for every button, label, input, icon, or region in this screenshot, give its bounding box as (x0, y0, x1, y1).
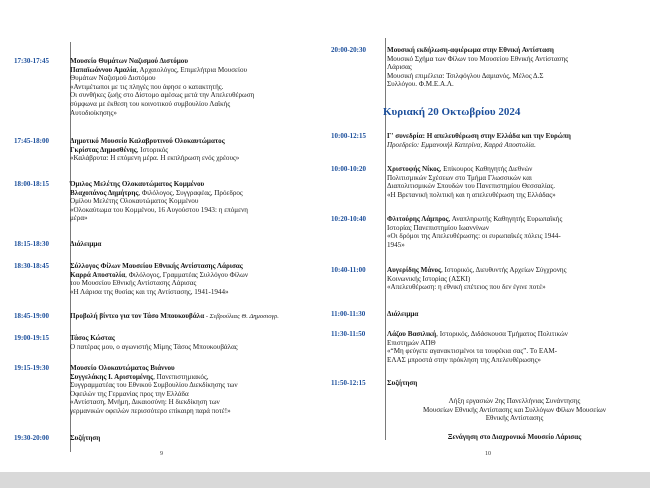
session-details (387, 310, 642, 319)
session-time: 10:40-11:00 (331, 266, 366, 274)
session-details (387, 215, 642, 249)
speaker-role: , Ιστορικός (136, 145, 169, 154)
session-details (70, 137, 318, 163)
speaker-name: Γκρίστας Δημοσθένης (70, 145, 137, 154)
session-details (70, 434, 318, 443)
speaker-role: , Ιστορικός, Διευθυντής Αρχείων Σύγχρονης (441, 266, 567, 274)
session-time: 19:15-19:30 (14, 364, 49, 372)
speaker-role-cont: Θυμάτων Ναζισμού Διστόμου (70, 74, 156, 83)
talk-title: «“Μη φεύγετε αγανακτισμένοι τα τουφέκια σας”. Το ΕΑΜ- (387, 347, 558, 356)
day-heading: Κυριακή 20 Οκτωβρίου 2024 (383, 106, 521, 118)
tour-label: Ξενάγηση στο Διαχρονικό Μουσείο Λάρισας (447, 433, 582, 441)
speaker-role: , Ιστορικός, Διδάσκουσα Τμήματος Πολιτικών (436, 330, 568, 338)
session-title: Γ' συνεδρία: Η απελευθέρωση στην Ελλάδα και την Ευρώπη (387, 132, 571, 140)
session-details (70, 240, 318, 249)
closing-line: Μουσείων Εθνικής Αντίστασης και Συλλόγων Φίλων Μουσείων (422, 405, 607, 414)
session-details (387, 132, 642, 149)
session-time: 18:30-18:45 (14, 262, 49, 270)
video-credit: - Σεβρούλιας Θ. Δημοσιογρ. (204, 313, 279, 320)
talk-title: «Οι δρόμοι της Απελευθέρωσης: οι ευρωπαϊκές πόλεις 1944- (387, 232, 561, 241)
speaker-name: Τάσος Κώστας (70, 334, 115, 342)
closing-line: Εθνικής Αντίστασης (485, 414, 544, 423)
session-details (387, 266, 642, 292)
timeline-divider (385, 38, 386, 440)
museum-name: Δημοτικό Μουσείο Καλαβρυτινού Ολοκαυτώματος (70, 137, 225, 145)
session-time: 11:30-11:50 (331, 330, 366, 338)
talk-title: Ο πατέρας μου, ο αγωνιστής Μίμης Τάσος Μπουκουβάλας (70, 342, 238, 351)
speaker-role-cont: Κοινωνικής Ιστορίας (ΑΣΚΙ) (387, 274, 471, 283)
session-details (70, 180, 318, 223)
page-number: 10 (485, 451, 491, 457)
speaker-role: , Πανεπιστημιακός, (153, 372, 209, 381)
speaker-name: Συγγελάκης Ι. Αριστομένης (70, 372, 154, 381)
speaker-name: Καρρά Αποστολία (70, 270, 126, 279)
curator: Μουσική επιμέλεια: Τσιλφόγλου Δαμιανός, Μέλος Δ.Σ (387, 71, 544, 80)
talk-title: Οι συνθήκες ζωής στο Δίστομο αμέσως μετά την Απελευθέρωση (70, 91, 255, 100)
speaker-role-cont: Πολιτισμικών Σχέσεων στο Τμήμα Γλωσσικών και (387, 173, 532, 182)
talk-title: μέρα» (70, 214, 88, 223)
speaker-role: , Φιλόλογος, Γραμματέας Συλλόγου Φίλων (125, 270, 249, 279)
session-details (387, 46, 642, 89)
session-details (70, 364, 318, 416)
session-details (70, 312, 318, 322)
museum-name: Μουσείο Θυμάτων Ναζισμού Διστόμου (70, 57, 189, 65)
speaker-name: Αυγερίδης Μάνος (387, 266, 441, 274)
session-details (70, 57, 318, 117)
session-details (387, 379, 642, 388)
talk-title: «Αντιμέτωποι με τις πληγές που άφησε ο κατακτητής. (70, 82, 224, 91)
session-time: 10:00-12:15 (331, 132, 366, 140)
session-time: 11:00-11:30 (331, 310, 366, 318)
session-time: 19:00-19:15 (14, 334, 49, 342)
video-title: Προβολή βίντεο για τον Τάσο Μπουκουβάλα (70, 312, 205, 320)
session-time: 10:00-10:20 (331, 165, 366, 173)
speaker-name: Φλιτούρης Λάμπρος (387, 215, 449, 223)
talk-title: γερμανικών οφειλών περισσότερο επίκαιρη παρά ποτέ!» (70, 406, 231, 415)
session-details (70, 334, 318, 351)
session-time: 20:00-20:30 (331, 46, 366, 54)
session-time: 10:20-10:40 (331, 215, 366, 223)
speaker-role-cont: Οφειλών της Γερμανίας προς την Ελλάδα (70, 389, 189, 398)
talk-title: «Ολοκαύτωμα του Κομμένου, 16 Αυγούστου 1943: η επόμενη (70, 205, 248, 214)
speaker-name: Λάζου Βασιλική (387, 330, 437, 338)
session-time: 18:15-18:30 (14, 240, 49, 248)
break-label: Διάλειμμα (387, 310, 419, 318)
session-chairs: Προεδρείο: Εμμανουήλ Κατερίνα, Καρρά Αποστολία. (387, 140, 536, 149)
session-details (387, 433, 642, 442)
session-time: 18:00-18:15 (14, 180, 49, 188)
break-label: Διάλειμμα (70, 240, 102, 248)
speaker-role-cont: του Μουσείου Εθνικής Αντίστασης Λάρισας (70, 279, 197, 288)
speaker-role: , Αναπληρωτής Καθηγητής Ευρωπαϊκής (448, 215, 563, 223)
speaker-role-cont: Ιστορίας Πανεπιστημίου Ιωαννίνων (387, 223, 489, 232)
program-page-right (325, 0, 650, 472)
performer: Λάρισας (387, 63, 412, 72)
performer: Μουσικό Σχήμα των Φίλων του Μουσείου Εθνικής Αντίστασης (387, 54, 569, 63)
session-time: 17:45-18:00 (14, 137, 49, 145)
session-time: 11:50-12:15 (331, 379, 366, 387)
talk-title: Αυτοδιοίκησης» (70, 108, 117, 117)
page-number: 9 (160, 451, 163, 457)
talk-title: «Αντίσταση, Μνήμη, Δικαιοσύνη: Η διεκδίκηση των (70, 398, 220, 407)
talk-title: 1945» (387, 240, 405, 249)
session-details (387, 397, 642, 423)
speaker-role-cont: Επιστημών ΑΠΘ (387, 338, 436, 347)
session-details (387, 330, 642, 364)
session-details (387, 165, 642, 199)
session-time: 18:45-19:00 (14, 312, 49, 320)
closing-line: Λήξη εργασιών 2ης Πανελλήνιας Συνάντησης (448, 397, 581, 405)
speaker-name: Βλαχοπάνος Δημήτρης (70, 188, 139, 197)
museum-name: Σύλλογος Φίλων Μουσείου Εθνικής Αντίστασης Λάρισας (70, 262, 243, 270)
talk-title: «Η Βρετανική πολιτική και η απελευθέρωση της Ελλάδας» (387, 190, 556, 199)
speaker-role-cont: Συγγραμματέας του Εθνικού Συμβουλίου Διεκδίκησης των (70, 381, 238, 390)
session-time: 19:30-20:00 (14, 434, 49, 442)
speaker-role: , Φιλόλογος, Συγγραφέας, Πρόεδρος (138, 188, 243, 197)
talk-title: «Η Λάρισα της θυσίας και της Αντίστασης, 1941-1944» (70, 287, 229, 296)
speaker-role-cont: Διαπολιτισμικών Σπουδών του Πανεπιστημίου Θεσσαλίας. (387, 182, 556, 191)
museum-name: Μουσείο Ολοκαυτώματος Βιάννου (70, 364, 175, 372)
event-title: Μουσική εκδήλωση-αφιέρωμα στην Εθνική Αντίσταση (387, 46, 554, 54)
talk-title: «Απελευθέρωση: η εθνική επέτειος που δεν έγινε ποτέ» (387, 283, 546, 292)
talk-title: σύμφωνα με έκθεση του κοινοτικού συμβουλίου Λαϊκής (70, 99, 231, 108)
speaker-role: , Επίκουρος Καθηγητής Διεθνών (439, 165, 533, 173)
curator: Συλλόγου. Φ.Μ.Ε.Α.Λ. (387, 80, 454, 89)
speaker-role: , Αρχαιολόγος, Επιμελήτρια Μουσείου (136, 65, 247, 74)
talk-title: ΕΛΑΣ μπροστά στην πρόκληση της Απελευθέρωσης» (387, 355, 541, 364)
program-page-left (0, 0, 325, 472)
museum-name: Όμιλος Μελέτης Ολοκαυτώματος Κομμένου (70, 180, 205, 188)
speaker-name: Χριστοφής Νίκος (387, 165, 440, 173)
session-time: 17:30-17:45 (14, 57, 49, 65)
session-details (70, 262, 318, 296)
speaker-name: Παπαϊωάννου Αμαλία (70, 65, 137, 74)
speaker-role-cont: Ομίλου Μελέτης Ολοκαυτώματος Κομμένου (70, 197, 199, 206)
talk-title: «Καλάβρυτα: Η επόμενη μέρα. Η εκπλήρωση ενός χρέους» (70, 154, 240, 163)
discussion-label: Συζήτηση (387, 379, 418, 387)
discussion-label: Συζήτηση (70, 434, 101, 442)
